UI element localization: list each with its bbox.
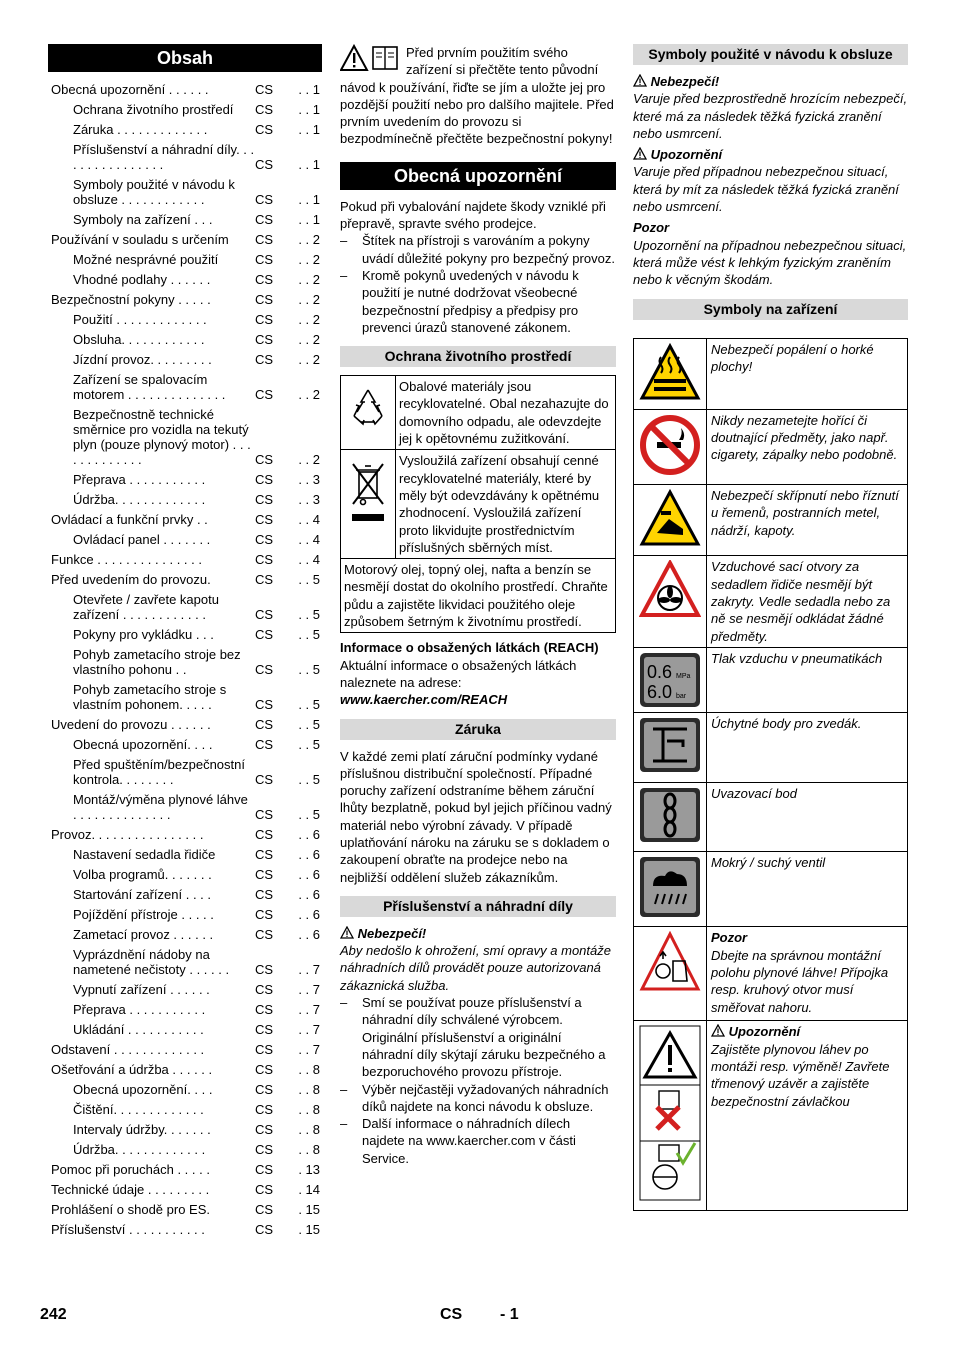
toc-entry-title: Příslušenství a náhradní díly. . . . . . . . . . . . . . . . [73, 142, 255, 172]
toc-entry-page: . . 2 [298, 332, 320, 347]
toc-entry-title: Obecná upozornění. . . . [73, 1082, 213, 1097]
toc-entry-title: Pohyb zametacího stroje s vlastním pohonem. . . . . [73, 682, 227, 712]
toc-entry[interactable] [48, 1062, 322, 1077]
no-burning-objects-icon [634, 409, 707, 484]
toc-entry-lang: CS [255, 907, 274, 922]
toc-entry-lang: CS [255, 1002, 274, 1017]
device-symbols-heading: Symboly na zařízení [633, 299, 908, 320]
toc-entry-title: Přeprava . . . . . . . . . . . [73, 1002, 206, 1017]
toc-entry-page: . . 6 [298, 927, 320, 942]
list-item: – Kromě pokynů uvedených v návodu k použití je nutné dodržovat všeobecné bezpečnostní předpisy a předpisy pro prevenci úrazů stanovené zákonem. [340, 267, 616, 336]
toc-entry-title: Používání v souladu s určením [51, 232, 229, 247]
toc-entry[interactable] [48, 682, 322, 712]
right-column [633, 44, 908, 1211]
warning-triangle-icon [633, 147, 647, 160]
toc-entry-title: Ochrana životního prostředí [73, 102, 234, 117]
toc-entry-lang: CS [255, 697, 274, 712]
symbol-label-row [711, 1023, 903, 1040]
general-list [340, 232, 616, 336]
toc-entry-title: Vypnutí zařízení . . . . . . [73, 982, 210, 997]
list-item: – Štítek na přístroji s varováním a pokyny uvádí důležité pokyny pro bezpečný provoz. [340, 232, 616, 267]
symbol-text: Tlak vzduchu v pneumatikách [707, 648, 908, 713]
toc-entry-lang: CS [255, 1182, 274, 1197]
toc-entry[interactable] [48, 102, 322, 117]
toc-entry-lang: CS [255, 1122, 274, 1137]
toc-entry[interactable] [48, 847, 322, 862]
toc-entry-title: Zařízení se spalovacím motorem . . . . . . . . . . . . . . [73, 372, 226, 402]
list-item: – Další informace o náhradních dílech najdete na www.kaercher.com v části Service. [340, 1115, 616, 1167]
toc-entry-title: Přeprava . . . . . . . . . . . [73, 472, 206, 487]
toc-entry-page: . . 8 [298, 1142, 320, 1157]
symbol-text: Nebezpečí skřípnutí nebo říznutí u řemenů, postranních metel, nádrží, kapoty. [707, 485, 908, 556]
wet-dry-valve-icon [634, 852, 707, 927]
toc-entry-lang: CS [255, 82, 274, 97]
toc-entry-page: . . 5 [298, 662, 320, 677]
toc-entry[interactable] [48, 352, 322, 367]
toc-entry-lang: CS [255, 1062, 274, 1077]
toc-entry[interactable] [48, 572, 322, 587]
symbol-text: Zajistěte plynovou láhev po montáži resp. výměně! Zavřete třmenový uzávěr a zajistěte bezpečnostní závlačkou [711, 1041, 890, 1109]
toc-entry-title: Obsluha. . . . . . . . . . . . [73, 332, 205, 347]
warning-label-row [633, 146, 908, 163]
accessories-list [340, 994, 616, 1167]
toc-entry-title: Otevřete / zavřete kapotu zařízení . . . . . . . . . . . . [73, 592, 219, 622]
warning-book-icon [340, 44, 400, 72]
toc-entry-page: . . 6 [298, 887, 320, 902]
environment-table [340, 375, 616, 633]
toc-entry[interactable] [48, 122, 322, 137]
toc-entry[interactable] [48, 647, 322, 677]
toc-entry-lang: CS [255, 847, 274, 862]
toc-entry-lang: CS [255, 887, 274, 902]
toc-entry[interactable] [48, 592, 322, 622]
warning-triangle-icon [340, 926, 354, 939]
accessories-danger-text: Aby nedošlo k ohrožení, smí opravy a montáže náhradních dílů provádět pouze autorizovaná zákaznická služba. [340, 943, 611, 993]
symbol-label: Upozornění [728, 1024, 801, 1040]
toc-entry-title: Volba programů. . . . . . . [73, 867, 212, 882]
list-item: – Výběr nejčastěji vyžadovaných náhradních díků najdete na konci návodu k obsluze. [340, 1081, 616, 1116]
toc-entry-lang: CS [255, 607, 274, 622]
toc-entry-title: Údržba. . . . . . . . . . . . . [73, 1142, 206, 1157]
intro-note-text: Před prvním použitím svého zařízení si přečtěte tento původní návod k používání, řiďte se jím a uložte jej pro pozdější použití nebo pro dalšího majitele. Před prvním uvedením do provozu si bezpodmínečně přečtěte bezpečnostní pokyny! [340, 45, 614, 147]
toc-entry-page: . . 7 [298, 1042, 320, 1057]
toc-entry-title: Bezpečnostně technické směrnice pro vozidla na tekutý plyn (pouze plynový motor) . . . . . . . . . . . . . [73, 407, 251, 467]
toc-entry-lang: CS [255, 1022, 274, 1037]
toc-entry-page: . 15 [298, 1222, 320, 1237]
toc-entry-page: . . 4 [298, 552, 320, 567]
general-intro: Pokud při vybalování najdete škody vzniklé při přepravě, spravte svého prodejce. [340, 198, 606, 232]
toc-entry[interactable] [48, 1102, 322, 1117]
toc-heading: Obsah [48, 44, 322, 72]
toc-entry-page: . . 8 [298, 1102, 320, 1117]
toc-entry-title: Vyprázdnění nádoby na nametené nečistoty . . . . . . [73, 947, 230, 977]
pressure-value-2: 6.0 [647, 682, 673, 703]
toc-entry-lang: CS [255, 452, 274, 467]
toc-entry-page: . . 7 [298, 1002, 320, 1017]
toc-entry-page: . 15 [298, 1202, 320, 1217]
toc-entry-lang: CS [255, 662, 274, 677]
toc-entry-page: . . 2 [298, 387, 320, 402]
toc-entry[interactable] [48, 492, 322, 507]
device-symbols-table [633, 338, 908, 1211]
toc-entry-lang: CS [255, 962, 274, 977]
list-item: – Smí se používat pouze příslušenství a náhradní díly schválené výrobcem. Originální příslušenství a originální náhradní díly skýtají záruku bezpečného a bezporuchového provozu přístroje. [340, 994, 616, 1080]
environment-heading: Ochrana životního prostředí [340, 346, 616, 367]
toc-entry-page: . . 8 [298, 1082, 320, 1097]
lifting-points-icon [634, 713, 707, 782]
toc-entry-lang: CS [255, 352, 274, 367]
toc-entry-title: Provoz. . . . . . . . . . . . . . . . [51, 827, 204, 842]
toc-column [48, 44, 322, 1242]
toc-entry-title: Ošetřování a údržba . . . . . . [51, 1062, 213, 1077]
toc-entry-lang: CS [255, 232, 274, 247]
toc-entry[interactable] [48, 1122, 322, 1137]
toc-entry-lang: CS [255, 927, 274, 942]
toc-entry[interactable] [48, 927, 322, 942]
accessories-danger-label [340, 925, 616, 942]
danger-text: Varuje před bezprostředně hrozícím nebezpečí, které má za následek těžká fyzická zranění nebo usmrcení. [633, 91, 908, 141]
toc-entry-title: Funkce . . . . . . . . . . . . . . . [51, 552, 202, 567]
toc-entry-lang: CS [255, 552, 274, 567]
toc-entry-lang: CS [255, 532, 274, 547]
toc-entry-lang: CS [255, 192, 274, 207]
pressure-unit-2: bar [676, 693, 687, 701]
toc-entry-page: . 13 [298, 1162, 320, 1177]
toc-entry-page: . . 3 [298, 472, 320, 487]
fan-warning-icon [634, 556, 707, 648]
toc-entry-title: Vhodné podlahy . . . . . . [73, 272, 211, 287]
toc-entry-page: . . 4 [298, 532, 320, 547]
toc-entry-title: Ukládání . . . . . . . . . . . [73, 1022, 204, 1037]
toc-entry-page: . . 5 [298, 627, 320, 642]
toc-entry-lang: CS [255, 1102, 274, 1117]
toc-entry[interactable] [48, 292, 322, 307]
toc-entry[interactable] [48, 82, 322, 97]
weee-text: Vysloužilá zařízení obsahují cenné recyklovatelné materiály, které by měly být odevzdávány k opětnému zhodnocení. Vysloužilá zařízení proto likvidujte prostřednictvím příslušných sběrných míst. [396, 450, 616, 559]
toc-entry-page: . . 5 [298, 607, 320, 622]
toc-entry-lang: CS [255, 1162, 274, 1177]
toc-entry[interactable] [48, 1202, 322, 1217]
toc-entry-page: . . 2 [298, 272, 320, 287]
toc-entry-page: . 14 [298, 1182, 320, 1197]
pinch-hazard-icon [634, 485, 707, 556]
toc-entry[interactable] [48, 947, 322, 977]
toc-entry-lang: CS [255, 1042, 274, 1057]
toc-entry-lang: CS [255, 807, 274, 822]
toc-entry[interactable] [48, 1162, 322, 1177]
toc-entry[interactable] [48, 512, 322, 527]
toc-list [48, 82, 322, 1237]
toc-entry-lang: CS [255, 982, 274, 997]
oil-text: Motorový olej, topný olej, nafta a benzín se nesmějí dostat do okolního prostředí. Chraňte půdu a zajistěte likvidaci použitého oleje způsobem šetrným k životnímu prostředí. [341, 559, 616, 633]
footer-lang: CS [440, 1306, 463, 1323]
warning-triangle-icon [711, 1024, 725, 1037]
toc-entry-title: Pohyb zametacího stroje bez vlastního pohonu . . [73, 647, 241, 677]
toc-entry[interactable] [48, 1082, 322, 1097]
toc-entry-title: Použití . . . . . . . . . . . . . [73, 312, 207, 327]
toc-entry-lang: CS [255, 272, 274, 287]
toc-entry-title: Údržba. . . . . . . . . . . . . [73, 492, 206, 507]
toc-entry-title: Symboly na zařízení . . . [73, 212, 213, 227]
toc-entry-title: Obecná upozornění. . . . [73, 737, 213, 752]
toc-entry-title: Symboly použité v návodu k obsluze . . . . . . . . . . . . [73, 177, 235, 207]
toc-entry-page: . . 2 [298, 352, 320, 367]
toc-entry-lang: CS [255, 312, 274, 327]
accessories-heading: Příslušenství a náhradní díly [340, 896, 616, 917]
toc-entry[interactable] [48, 1002, 322, 1017]
toc-entry-title: Obecná upozornění . . . . . . [51, 82, 209, 97]
reach-link[interactable]: www.kaercher.com/REACH [340, 692, 508, 708]
symbol-cell [707, 1021, 908, 1210]
toc-entry-lang: CS [255, 772, 274, 787]
toc-entry-title: Ovládací panel . . . . . . . [73, 532, 211, 547]
caution-label: Pozor [633, 220, 670, 236]
gas-bottle-position-icon [634, 927, 707, 1021]
symbol-cell [707, 927, 908, 1021]
toc-entry-title: Čištění. . . . . . . . . . . . . [73, 1102, 204, 1117]
toc-entry[interactable] [48, 827, 322, 842]
toc-entry-lang: CS [255, 827, 274, 842]
toc-entry-title: Před spuštěním/bezpečnostní kontrola. . . . . . . . [73, 757, 245, 787]
toc-entry-lang: CS [255, 1222, 274, 1237]
reach-text: Aktuální informace o obsažených látkách naleznete na adrese: [340, 657, 577, 690]
toc-entry[interactable] [48, 982, 322, 997]
crossed-bin-icon [341, 450, 396, 559]
warranty-text: V každé zemi platí záruční podmínky vydané příslušnou distribuční společností. Případné poruchy zařízení odstraníme během záruční lhůty bezplatně, pokud byl jejich příčinou vadný materiál nebo výrobní závady. V případě uplatňování nároku na záruku se s dokladem o zakoupení obraťte na prodejce nebo na nejbližší oddělení služeb zákazníkům. [340, 748, 612, 885]
toc-entry-title: Příslušenství . . . . . . . . . . . [51, 1222, 205, 1237]
toc-entry-page: . . 1 [298, 192, 320, 207]
toc-entry-page: . . 7 [298, 982, 320, 997]
toc-entry[interactable] [48, 792, 322, 822]
toc-entry[interactable] [48, 627, 322, 642]
toc-entry-page: . . 3 [298, 492, 320, 507]
toc-entry-page: . . 5 [298, 772, 320, 787]
toc-entry-page: . . 6 [298, 867, 320, 882]
toc-entry[interactable] [48, 737, 322, 752]
toc-entry-lang: CS [255, 512, 274, 527]
toc-entry[interactable] [48, 1022, 322, 1037]
toc-entry-lang: CS [255, 387, 274, 402]
toc-entry-lang: CS [255, 627, 274, 642]
toc-entry[interactable] [48, 907, 322, 922]
danger-label: Nebezpečí! [650, 74, 720, 89]
toc-entry-page: . . 6 [298, 827, 320, 842]
toc-entry-page: . . 1 [298, 82, 320, 97]
toc-entry-title: Pomoc při poruchách . . . . . [51, 1162, 210, 1177]
footer-page: - 1 [500, 1306, 519, 1323]
middle-column [340, 44, 616, 1167]
toc-entry-page: . . 7 [298, 1022, 320, 1037]
toc-entry-lang: CS [255, 332, 274, 347]
toc-entry-lang: CS [255, 492, 274, 507]
toc-entry[interactable] [48, 142, 322, 172]
pressure-value-1: 0.6 [647, 662, 673, 683]
manual-symbols-heading: Symboly použité v návodu k obsluze [633, 44, 908, 65]
toc-entry-page: . . 6 [298, 847, 320, 862]
toc-entry-title: Zametací provoz . . . . . . [73, 927, 214, 942]
toc-entry[interactable] [48, 252, 322, 267]
toc-entry[interactable] [48, 232, 322, 247]
toc-entry-title: Možné nesprávné použití [73, 252, 219, 267]
toc-entry-page: . . 1 [298, 102, 320, 117]
toc-entry-title: Startování zařízení . . . . [73, 887, 212, 902]
toc-entry[interactable] [48, 472, 322, 487]
toc-entry-title: Jízdní provoz. . . . . . . . . [73, 352, 212, 367]
toc-entry[interactable] [48, 372, 322, 402]
toc-entry-lang: CS [255, 102, 274, 117]
toc-entry[interactable] [48, 757, 322, 787]
toc-entry-title: Intervaly údržby. . . . . . . [73, 1122, 211, 1137]
toc-entry[interactable] [48, 1042, 322, 1057]
symbol-label: Pozor [711, 930, 748, 946]
symbol-text: Dbejte na správnou montážní polohu plynové láhve! Přípojka resp. kruhový otvor musí směřovat nahoru. [711, 947, 889, 1015]
toc-entry-page: . . 1 [298, 212, 320, 227]
symbol-text: Nikdy nezametejte hořící či doutnající předměty, jako např. cigarety, zápalky nebo podobně. [707, 409, 908, 484]
toc-entry-title: Pojíždění přístroje . . . . . [73, 907, 214, 922]
toc-entry-lang: CS [255, 122, 274, 137]
toc-entry[interactable] [48, 407, 322, 467]
toc-entry-title: Nastavení sedadla řidiče [73, 847, 216, 862]
toc-entry[interactable] [48, 867, 322, 882]
warranty-heading: Záruka [340, 719, 616, 740]
toc-entry-lang: CS [255, 212, 274, 227]
gas-bottle-warning-icon [634, 1021, 707, 1210]
toc-entry-page: . . 1 [298, 122, 320, 137]
toc-entry-page: . . 6 [298, 907, 320, 922]
symbol-text: Nebezpečí popálení o horké plochy! [707, 338, 908, 409]
toc-entry-page: . . 2 [298, 312, 320, 327]
toc-entry-title: Ovládací a funkční prvky . . [51, 512, 208, 527]
reach-title: Informace o obsažených látkách (REACH) [340, 640, 599, 656]
toc-entry-page: . . 7 [298, 962, 320, 977]
toc-entry-page: . . 5 [298, 572, 320, 587]
toc-entry-page: . . 1 [298, 157, 320, 172]
toc-entry-page: . . 5 [298, 737, 320, 752]
symbol-text: Úchytné body pro zvedák. [707, 713, 908, 782]
danger-label-row [633, 73, 908, 90]
page-number: 242 [40, 1306, 67, 1323]
toc-entry-lang: CS [255, 717, 274, 732]
caution-text: Upozornění na případnou nebezpečnou situaci, která může vést k lehkým fyzickým zraněním nebo k věcným škodám. [633, 237, 907, 288]
toc-entry-title: Odstavení . . . . . . . . . . . . . [51, 1042, 205, 1057]
toc-entry-lang: CS [255, 157, 274, 172]
intro-note [340, 44, 616, 148]
toc-entry-title: Technické údaje . . . . . . . . . [51, 1182, 210, 1197]
toc-entry-lang: CS [255, 292, 274, 307]
warning-triangle-icon [633, 74, 647, 87]
warning-text: Varuje před případnou nebezpečnou situací, která by mít za následek těžká fyzická zranění nebo usmrcení. [633, 164, 899, 215]
toc-entry-page: . . 5 [298, 697, 320, 712]
toc-entry-lang: CS [255, 1202, 274, 1217]
toc-entry-lang: CS [255, 737, 274, 752]
recycle-icon [341, 376, 396, 450]
toc-entry-page: . . 8 [298, 1062, 320, 1077]
toc-entry[interactable] [48, 177, 322, 207]
toc-entry-page: . . 5 [298, 807, 320, 822]
toc-entry-page: . . 2 [298, 232, 320, 247]
toc-entry-lang: CS [255, 572, 274, 587]
toc-entry-page: . . 4 [298, 512, 320, 527]
toc-entry-lang: CS [255, 1142, 274, 1157]
toc-entry-page: . . 8 [298, 1122, 320, 1137]
toc-entry-page: . . 2 [298, 252, 320, 267]
toc-entry[interactable] [48, 887, 322, 902]
symbol-text: Mokrý / suchý ventil [707, 852, 908, 927]
danger-label: Nebezpečí! [357, 925, 427, 941]
toc-entry-lang: CS [255, 867, 274, 882]
toc-entry[interactable] [48, 212, 322, 227]
tire-pressure-icon [634, 648, 707, 713]
toc-entry-title: Záruka . . . . . . . . . . . . . [73, 122, 208, 137]
toc-entry-title: Před uvedením do provozu. [51, 572, 211, 587]
toc-entry-page: . . 2 [298, 292, 320, 307]
symbol-text: Uvazovací bod [707, 782, 908, 851]
toc-entry[interactable] [48, 552, 322, 567]
toc-entry[interactable] [48, 1182, 322, 1197]
tie-down-icon [634, 782, 707, 851]
toc-entry[interactable] [48, 312, 322, 327]
toc-entry[interactable] [48, 532, 322, 547]
toc-entry-title: Bezpečnostní pokyny . . . . . [51, 292, 211, 307]
toc-entry[interactable] [48, 332, 322, 347]
general-heading: Obecná upozornění [340, 162, 616, 190]
hot-surface-icon [634, 338, 707, 409]
toc-entry[interactable] [48, 1142, 322, 1157]
toc-entry-title: Montáž/výměna plynové láhve . . . . . . . . . . . . . . [73, 792, 248, 822]
warning-label: Upozornění [650, 147, 723, 163]
recycle-text: Obalové materiály jsou recyklovatelné. Obal nezahazujte do domovního odpadu, ale odevzdejte jej k opětovnému zužitkování. [396, 376, 616, 450]
toc-entry-lang: CS [255, 1082, 274, 1097]
toc-entry-title: Prohlášení o shodě pro ES. [51, 1202, 210, 1217]
toc-entry-title: Uvedení do provozu . . . . . . [51, 717, 211, 732]
toc-entry-lang: CS [255, 472, 274, 487]
toc-entry-page: . . 2 [298, 452, 320, 467]
toc-entry-page: . . 5 [298, 717, 320, 732]
toc-entry[interactable] [48, 717, 322, 732]
pressure-unit-1: MPa [676, 673, 691, 681]
toc-entry-title: Pokyny pro vykládku . . . [73, 627, 214, 642]
toc-entry[interactable] [48, 1222, 322, 1237]
symbol-text: Vzduchové sací otvory za sedadlem řidiče nesmějí být zakryty. Vedle sedadla nebo za ně se nesmějí odkládat žádné předměty. [707, 556, 908, 648]
toc-entry[interactable] [48, 272, 322, 287]
toc-entry-lang: CS [255, 252, 274, 267]
